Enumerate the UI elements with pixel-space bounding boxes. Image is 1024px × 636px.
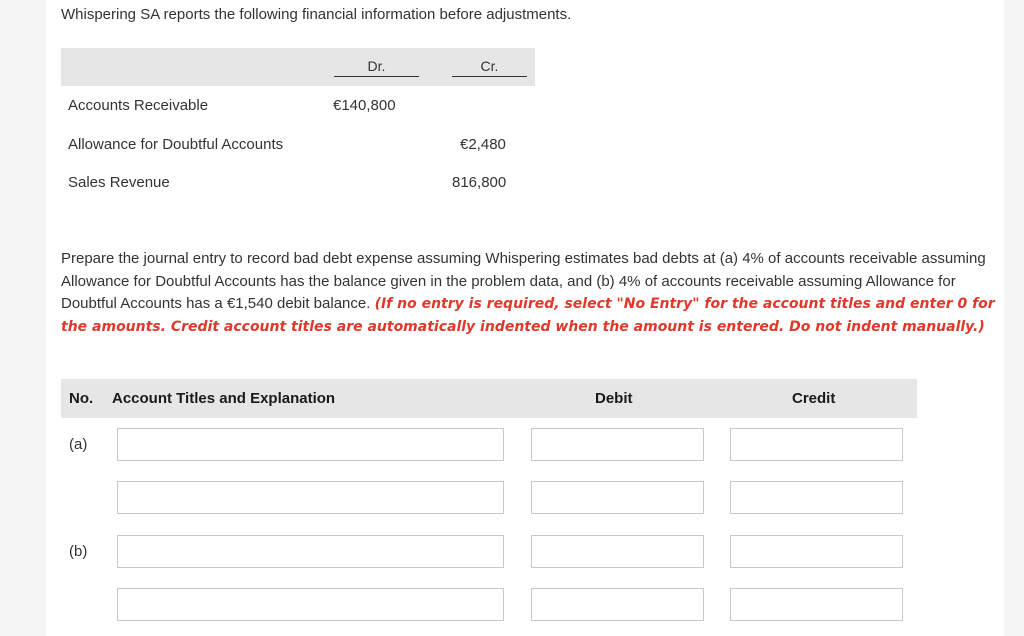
instructions [61, 248, 996, 338]
debit-amount-input[interactable] [531, 481, 704, 514]
right-gutter [1004, 0, 1024, 636]
dr-column-header: Dr. [334, 58, 419, 77]
cr-column-header: Cr. [452, 58, 527, 77]
tb-cr-sales-revenue: 816,800 [452, 174, 507, 191]
tb-cr-allowance: €2,480 [460, 136, 506, 153]
credit-column-header: Credit [792, 390, 836, 407]
entry-label-b: (b) [69, 543, 88, 560]
account-title-input[interactable] [117, 481, 504, 514]
account-column-header: Account Titles and Explanation [112, 390, 336, 407]
debit-amount-input[interactable] [531, 588, 704, 621]
credit-amount-input[interactable] [730, 481, 903, 514]
instructions-note: (If no entry is required, select "No Entry" for the account titles and enter 0 for the amounts. Credit account titles are automatically indented when the amount is entered. Do not indent manually.) [61, 296, 995, 335]
account-title-input[interactable] [117, 588, 504, 621]
debit-column-header: Debit [595, 390, 633, 407]
left-gutter [0, 0, 46, 636]
entry-label-a: (a) [69, 436, 88, 453]
journal-header [61, 379, 917, 418]
debit-amount-input[interactable] [531, 535, 704, 568]
debit-amount-input[interactable] [531, 428, 704, 461]
credit-amount-input[interactable] [730, 588, 903, 621]
tb-account-allowance: Allowance for Doubtful Accounts [68, 136, 284, 153]
tb-account-sales-revenue: Sales Revenue [68, 174, 170, 191]
tb-dr-accounts-receivable: €140,800 [333, 97, 396, 114]
trial-balance-header [61, 48, 535, 86]
intro-text: Whispering SA reports the following financial information before adjustments. [61, 6, 572, 23]
instructions-text: Prepare the journal entry to record bad debt expense assuming Whispering estimates bad debts at (a) 4% of accounts receivable assuming Allowance for Doubtful Accounts has the balance given in the problem data, and (b) 4% of accounts receivable assuming Allowance for Doubtful Accounts has a €1,540 debit balance. [61, 250, 986, 312]
no-column-header: No. [69, 390, 94, 407]
account-title-input[interactable] [117, 428, 504, 461]
account-title-input[interactable] [117, 535, 504, 568]
tb-account-accounts-receivable: Accounts Receivable [68, 97, 209, 114]
credit-amount-input[interactable] [730, 535, 903, 568]
credit-amount-input[interactable] [730, 428, 903, 461]
